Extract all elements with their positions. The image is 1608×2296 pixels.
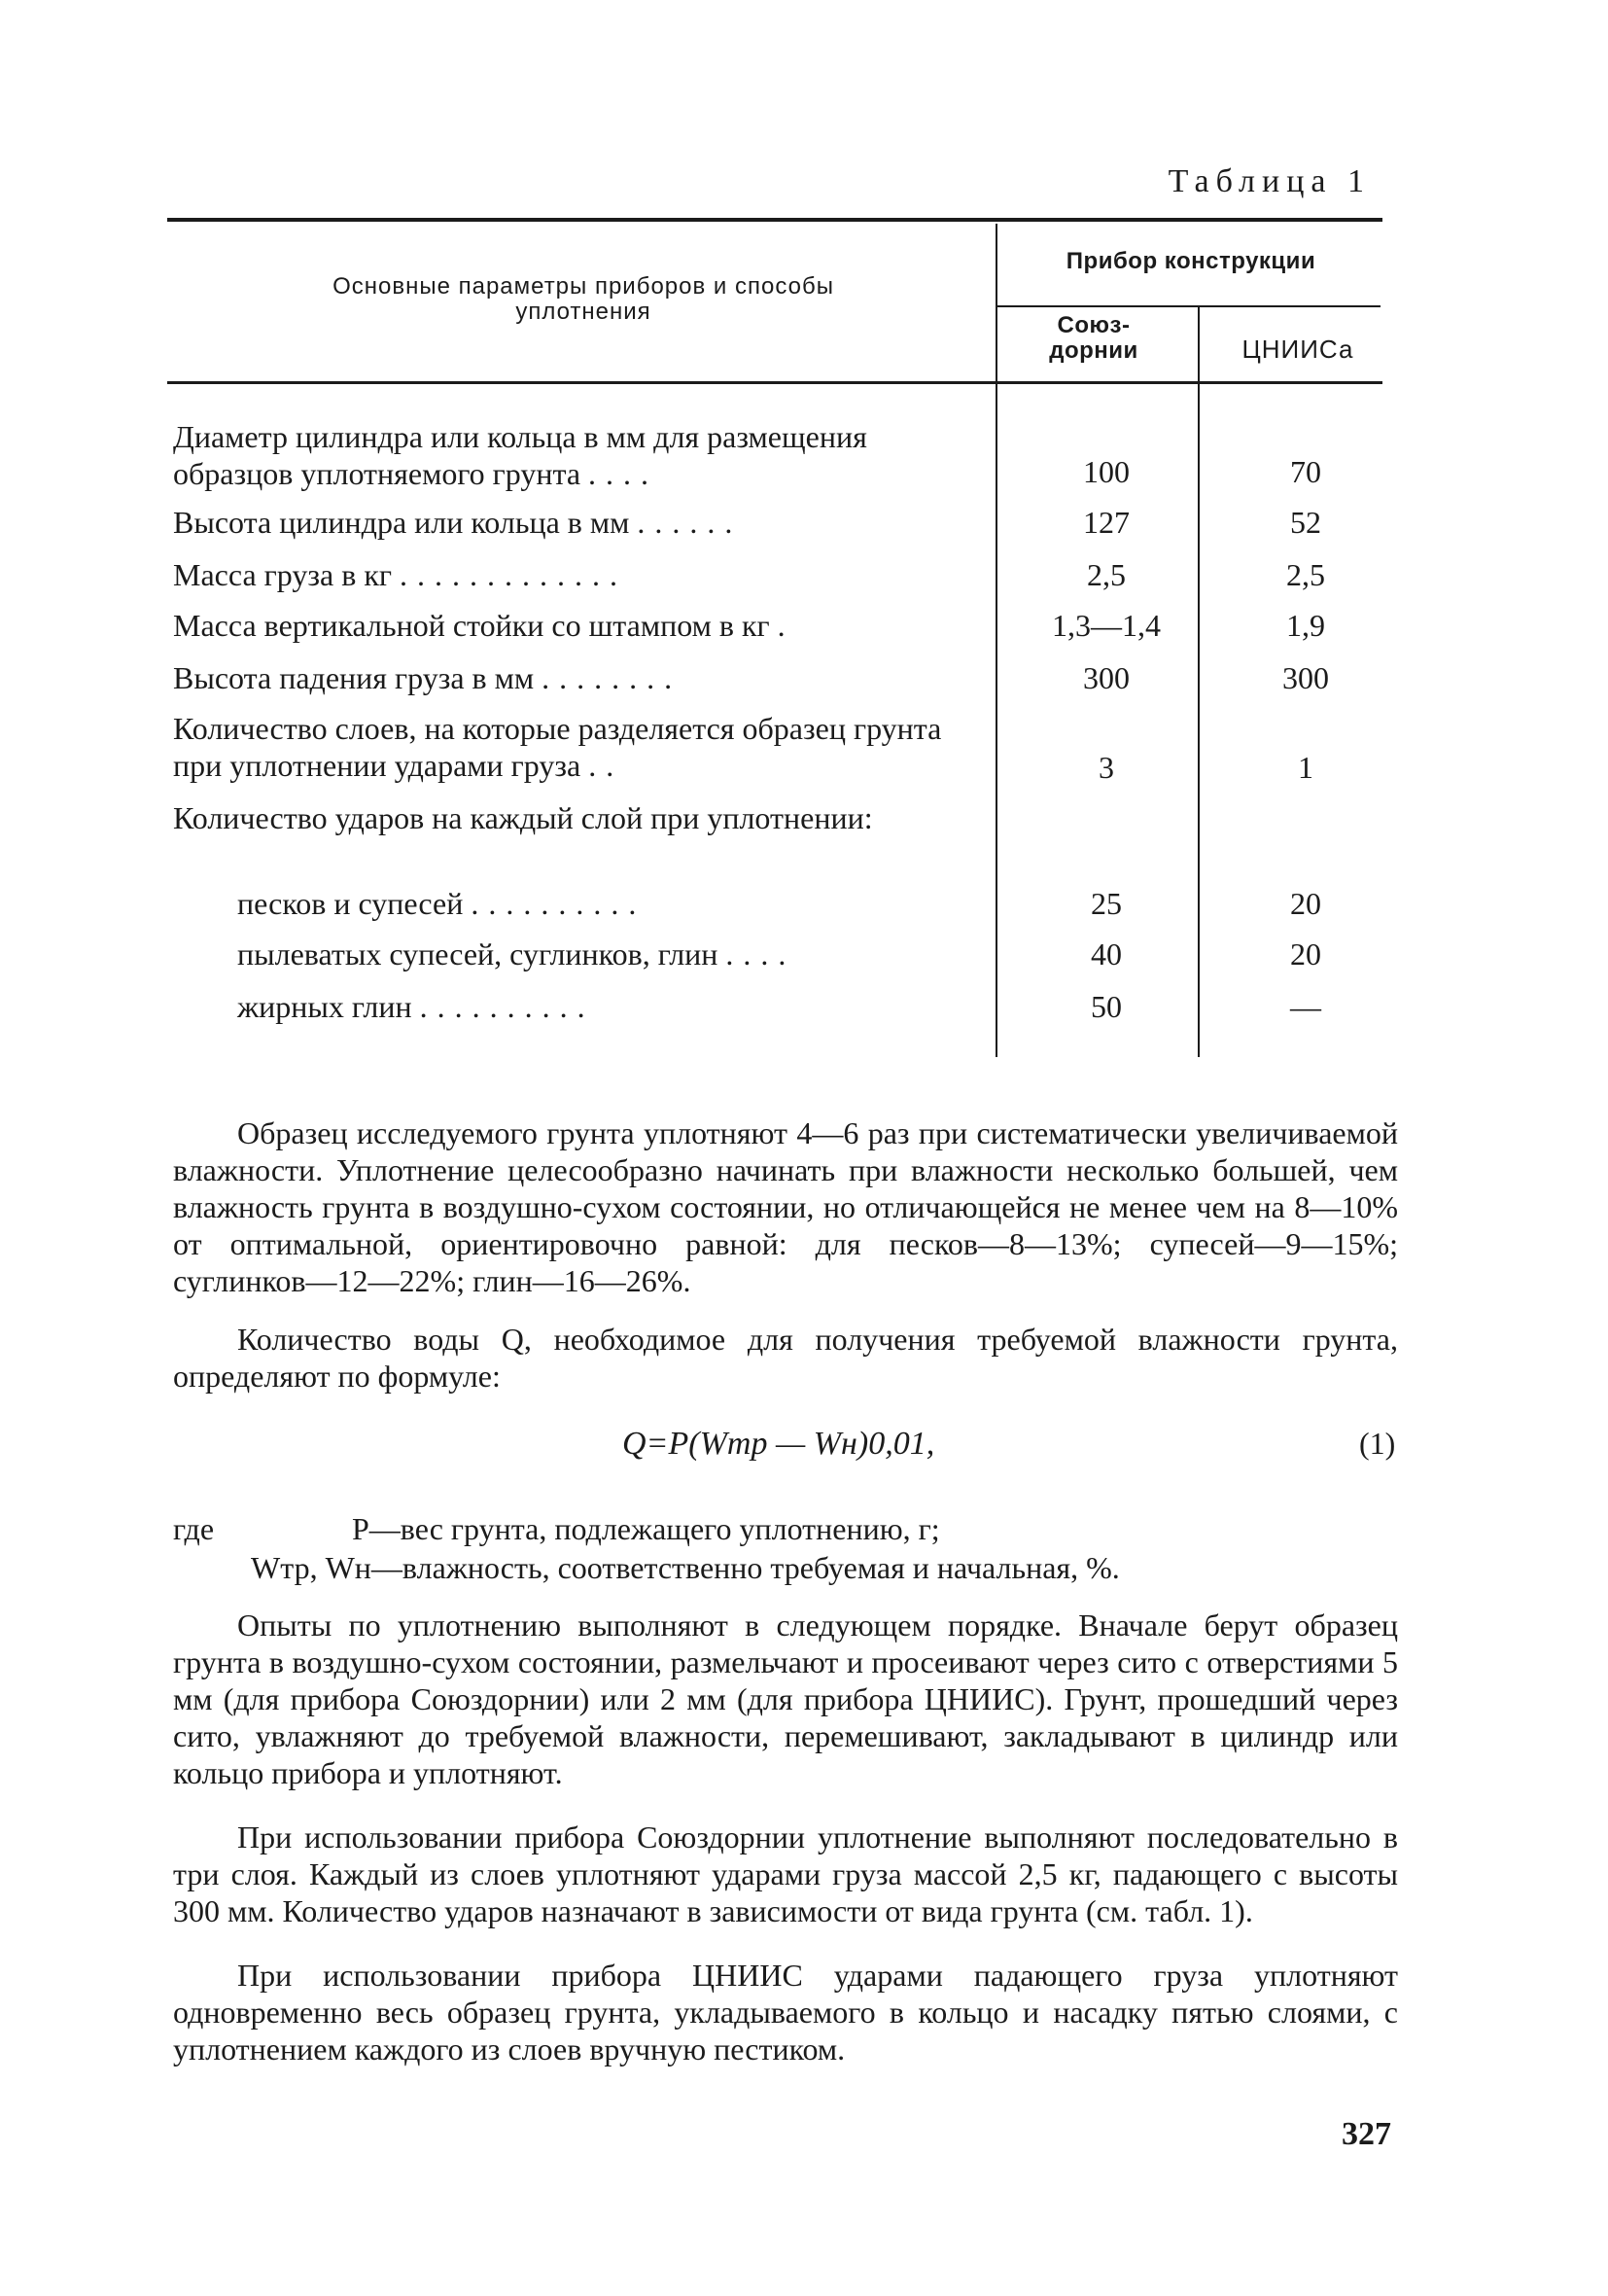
- header-vertical-rule: [996, 224, 997, 1057]
- paragraph: Образец исследуемого грунта уплотняют 4—6 раз при систематически увеличиваемой влажности. Уплотнение целесообразно начинать при влажности несколько большей, чем влажность грунта в воздушно-сухом состоянии, но отличающейся не менее чем на 8—10% от оптимальной, ориентировочно равной: для песков—8—13%; супесей—9—15%; суглинков—12—22%; глин—16—26%.: [173, 1115, 1398, 1298]
- table-cell: 1,3—1,4: [1052, 608, 1161, 643]
- table-cell: 40: [1091, 936, 1122, 971]
- header-col-soyuzdornii: Союз- дорнии: [1049, 312, 1138, 364]
- table-cell: 127: [1083, 505, 1130, 540]
- table-row-label: Масса груза в кг .............: [173, 557, 627, 592]
- table-cell: 25: [1091, 886, 1122, 921]
- subheader-rule: [997, 305, 1381, 307]
- table-cell: 300: [1083, 660, 1130, 695]
- page-number: 327: [1342, 2116, 1391, 2152]
- table-cell: 300: [1282, 660, 1329, 695]
- table-top-rule: [167, 218, 1382, 222]
- table-row-label: песков и супесей ..........: [237, 886, 647, 921]
- table-row-label: Диаметр цилиндра или кольца в мм для размещения образцов уплотняемого грунта ....: [173, 419, 867, 491]
- header-bottom-rule: [167, 381, 1382, 384]
- table-cell: 100: [1083, 454, 1130, 489]
- paragraph: При использовании прибора Союздорнии уплотнение выполняют последовательно в три слоя. Каждый из слоев уплотняют ударами груза массой 2,5 кг, падающего с высоты 300 мм. Количество ударов назначают в зависимости от вида грунта (см. табл. 1).: [173, 1819, 1398, 1928]
- table-cell: 20: [1290, 936, 1321, 971]
- table-cell: 2,5: [1286, 557, 1325, 592]
- table-cell: 1: [1298, 750, 1313, 785]
- table-row-label: Высота падения груза в мм ........: [173, 660, 682, 695]
- table-cell: 50: [1091, 989, 1122, 1024]
- header-device-group: Прибор конструкции: [1066, 248, 1316, 274]
- table-row-label: Высота цилиндра или кольца в мм ......: [173, 505, 743, 540]
- table-row-label: Количество слоев, на которые разделяется образец грунта при уплотнении ударами груза ..: [173, 711, 942, 783]
- table-cell: 1,9: [1286, 608, 1325, 643]
- table-row-label: пылеватых супесей, суглинков, глин ....: [237, 936, 796, 971]
- table-cell: 70: [1290, 454, 1321, 489]
- table-cell: —: [1290, 989, 1321, 1024]
- table-row-label: жирных глин ..........: [237, 989, 595, 1024]
- paragraph: При использовании прибора ЦНИИС ударами падающего груза уплотняют одновременно весь образец грунта, укладываемого в кольцо и насадку пятью слоями, с уплотнением каждого из слоев вручную пестиком.: [173, 1958, 1398, 2066]
- table-cell: 52: [1290, 505, 1321, 540]
- table-cell: 20: [1290, 886, 1321, 921]
- paragraph: Количество воды Q, необходимое для получения требуемой влажности грунта, определяют по формуле:: [173, 1322, 1398, 1394]
- table-cell: 3: [1099, 750, 1114, 785]
- header-col-tsniis: ЦНИИСа: [1241, 335, 1354, 364]
- paragraph: Опыты по уплотнению выполняют в следующем порядке. Вначале берут образец грунта в воздушно-сухом состоянии, размельчают и просеивают через сито с отверстиями 5 мм (для прибора Союздорнии) или 2 мм (для прибора ЦНИИС). Грунт, прошедший через сито, увлажняют до требуемой влажности, перемешивают, закладывают в цилиндр или кольцо прибора и уплотняют.: [173, 1607, 1398, 1790]
- formula: Q=P(Wтр — Wн)0,01,: [622, 1426, 935, 1462]
- variable-definition: Wтр, Wн—влажность, соответственно требуемая и начальная, %.: [251, 1550, 1120, 1585]
- variable-definition: P—вес грунта, подлежащего уплотнению, г;: [352, 1511, 940, 1546]
- column-divider-rule: [1198, 305, 1200, 1057]
- where-label: где: [173, 1511, 215, 1546]
- formula-number: (1): [1359, 1426, 1396, 1461]
- header-param-column: Основные параметры приборов и способы уплотнения: [332, 273, 834, 325]
- table-caption: Таблица 1: [1168, 163, 1371, 199]
- table-cell: 2,5: [1087, 557, 1126, 592]
- table-row-label: Масса вертикальной стойки со штампом в кг .: [173, 608, 795, 643]
- table-row-label: Количество ударов на каждый слой при уплотнении:: [173, 800, 873, 835]
